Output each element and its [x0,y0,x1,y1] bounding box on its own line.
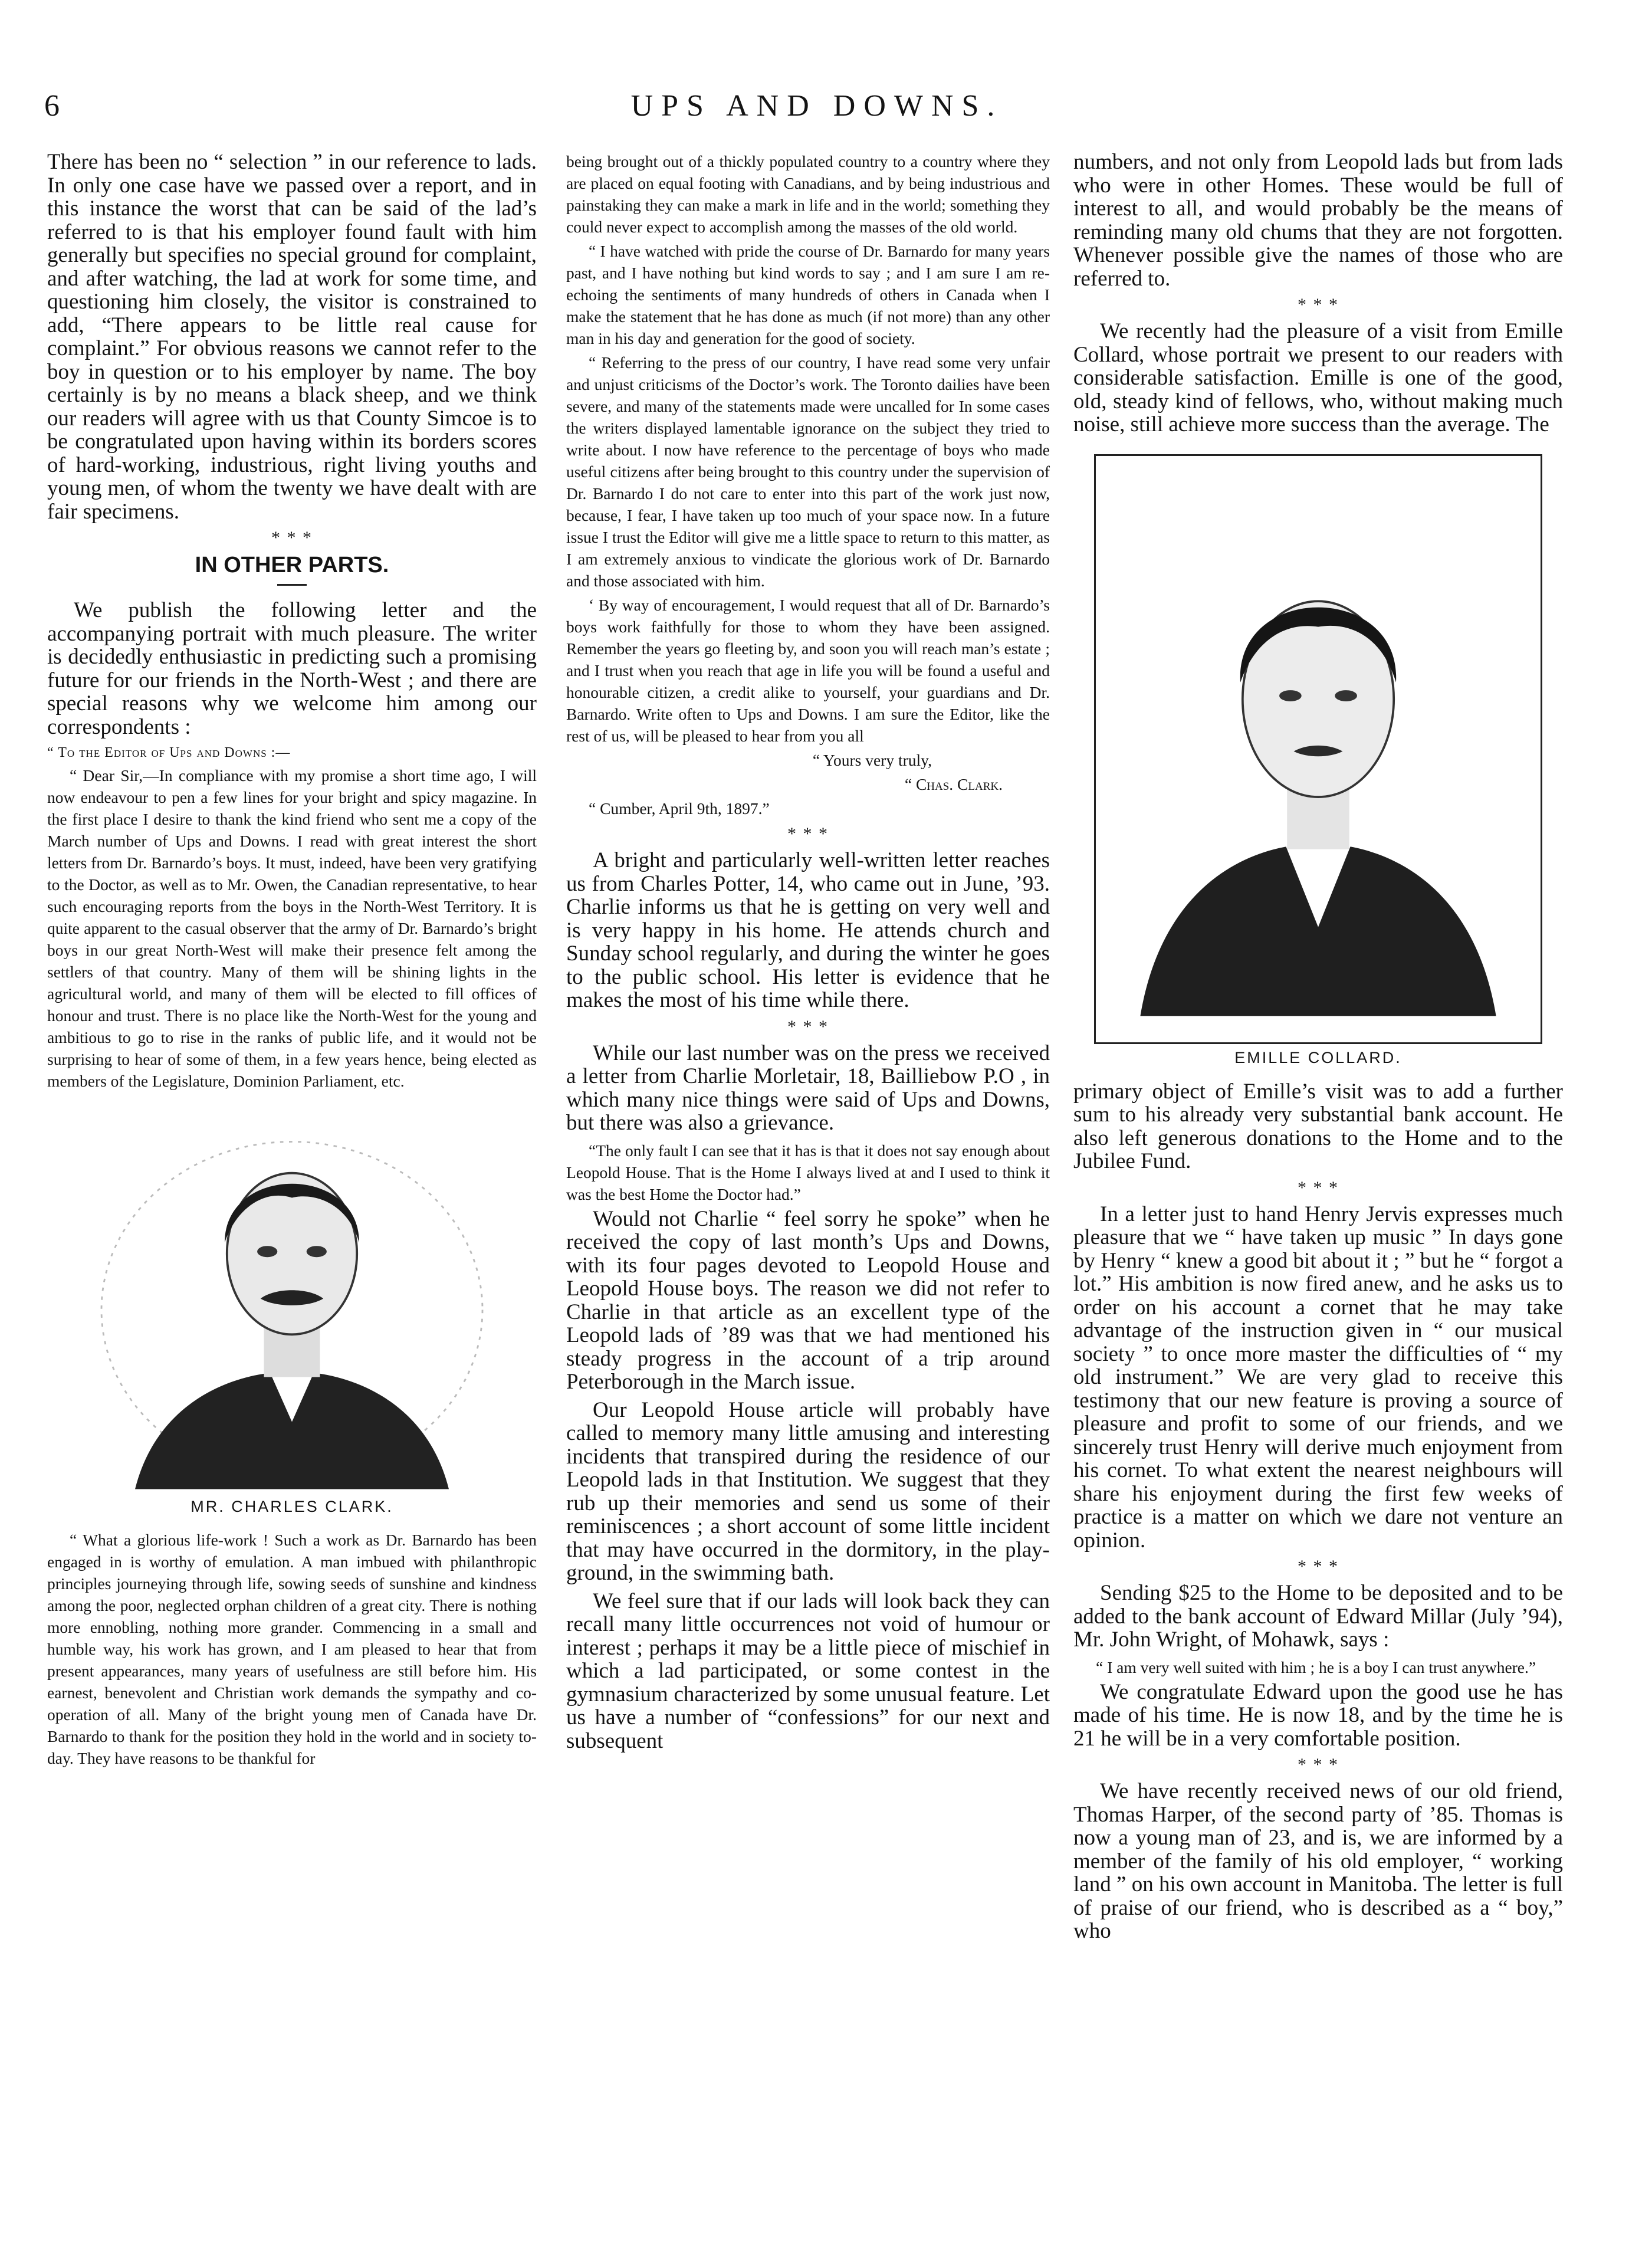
letter-paragraph: “ Dear Sir,—In compliance with my promise a short time ago, I will now endeavour to pen a few lines for your bright and spicy magazine. In the first place I desire to thank the kind friend who sent me a copy of the March number of Ups and Downs. I read with great interest the short letters from Dr. Barnardo’s boys. It must, indeed, have been very gratifying to the Doctor, as well as to Mr. Owen, the Canadian representative, to hear such encouraging reports from the boys in the North-West Territory. It is quite apparent to the casual observer that the army of Dr. Barnardo’s bright boys in our great North-West will make their presence felt among the settlers of that country. Many of them will be shining lights in the agricultural world, and many of them will be elected to fill offices of honour and trust. There is no place like the North-West for the young and ambitious to go to rise in the ranks of public life, and it would not be surprising to hear of some of them, in a few years hence, being elected as members of the Legislature, Dominion Parliament, etc. [47,766,537,1090]
article-paragraph: In a letter just to hand Henry Jervis expresses much pleasure that we “ have taken up music ” In days gone by Henry “ knew a good bit about it ; ” but he “ forgot a lot.” His ambition is now fired anew, and he asks us to order on his account a cornet that he may take advantage of the instruction given in “ our musical society ” to once more master the difficulties of “ my old instrument.” We are very glad to receive this testimony that our new feature is proving a source of pleasure and profit to some of our friends, and we sincerely trust Henry will derive much enjoyment from his cornet. To what extent the nearest neighbours will share his enjoyment during the first few weeks of practice is a matter on which we dare not venture an opinion. [1073,1202,1563,1553]
section-separator: * * * [271,528,313,547]
portrait-image [1096,456,1541,1042]
quoted-letter: “ I am very well suited with him ; he is a boy I can trust anywhere.” [1096,1658,1536,1676]
article-paragraph: There has been no “ selection ” in our reference to lads. In only one case have we passed over a report, and in this instance the worst that can be said of the lad’s referred to is that his employer found fault with him generally but specifies no special ground for complaint, and after watching, the lad at work for some time, and questioning him closely, the visitor is constrained to add, “There appears to be little real cause for complaint.” For obvious reasons we cannot refer to the boy in question or to his employer by name. The boy certainly is by no means a black sheep, and we think our readers will agree with us that County Simcoe is to be congratulated upon having within its borders scores of hard-working, industrious, right living youths and young men, of whom the twenty we have dealt with are fair specimens. [47,150,537,524]
letter-paragraph: “ Referring to the press of our country, I have read some very unfair and unjust criticisms of the Doctor’s work. The Toronto dailies have been severe, and many of the statements made were uncalled for In some cases the writers displayed lamentable ignorance on the subject they tried to write about. I now have reference to the percentage of boys who made useful citizens after being brought to this country under the supervision of Dr. Barnardo I do not care to enter into this part of the work just now, because, I fear, I have taken up too much of your space now. In a future issue I trust the Editor will give me a little space to return to this matter, as I am extremely anxious to vindicate the glorious work of Dr. Barnardo and those associated with him. [566,353,1050,590]
section-heading: IN OTHER PARTS. [195,553,389,577]
quoted-letter: “The only fault I can see that it has is that it does not say enough about Leopold House. That is the Home I always lived at and I used to think it was the best Home the Doctor had.” [566,1141,1050,1203]
letter-closing: “ Yours very truly, [812,751,932,769]
section-separator: * * * [787,1016,829,1036]
page-number: 6 [44,89,60,123]
article-paragraph: primary object of Emille’s visit was to add a further sum to his already very substantial bank account. He also left generous donations to the Home and to the Jubilee Fund. [1073,1079,1563,1173]
portrait-image [68,1115,516,1493]
article-paragraph: We recently had the pleasure of a visit from Emille Collard, whose portrait we present to our readers with considerable satisfaction. Emille is one of the good, old, steady kind of fellows, who, without making much noise, still achieve more success than the average. The [1073,319,1563,437]
article-paragraph: numbers, and not only from Leopold lads but from lads who were in other Homes. These would be full of interest to all, and would probably be the means of reminding many old chums that they are not forgotten. Whenever possible give the names of those who are referred to. [1073,150,1563,291]
charles-clark-portrait [68,1115,516,1493]
article-paragraph: Would not Charlie “ feel sorry he spoke” when he received the copy of last month’s Ups and Downs, with its four pages devoted to Leopold House and Leopold House boys. The reason we did not refer to Charlie in that article as an excellent type of the Leopold lads of ’89 was that we had mentioned his steady progress in the account of a trip around Peterborough in the March issue. [566,1206,1050,1394]
letter-paragraph: “ What a glorious life-work ! Such a work as Dr. Barnardo has been engaged in is worthy of emulation. A man imbued with philanthropic principles journeying through life, sowing seeds of sunshine and kindness among the poor, neglected orphan children of a great city. There is nothing more ennobling, nothing more grander. Commencing in a small and humble way, his work has grown, and I am pleased to hear that from present appearances, many years of usefulness are still before him. His earnest, benevolent and Christian work demands the sympathy and co-operation of all. Many of the bright young men of Canada have Dr. Barnardo to thank for the position they hold in the world and in society to-day. They have reasons to be thankful for [47,1531,537,1767]
journal-title: UPS AND DOWNS. [630,89,1003,123]
section-separator: * * * [1298,295,1339,314]
article-paragraph: Our Leopold House article will probably have called to memory many little amusing and interesting incidents that transpired during the residence of our Leopold lads in that Institution. We suggest that they rub up their memories and send us some of their reminiscences ; a short account of some little incident that may have occurred in the dormitory, in the play-ground, in the swimming bath. [566,1397,1050,1585]
letter-dateline: “ Cumber, April 9th, 1897.” [589,799,770,818]
section-separator: * * * [1298,1755,1339,1774]
article-paragraph: We publish the following letter and the accompanying portrait with much pleasure. The writer is decidedly enthusiastic in predicting such a promising future for our friends in the North-West ; and there are special reasons why we welcome him among our correspondents : [47,598,537,739]
heading-rule [277,584,307,586]
column-right [1073,150,1563,1948]
letter-paragraph: being brought out of a thickly populated country to a country where they are placed on equal footing with Canadians, and by being industrious and painstaking they can make a mark in life and in the world; something they could never expect to accomplish among the masses of the old world. [566,152,1050,236]
article-paragraph: We feel sure that if our lads will look back they can recall many little occurrences not void of humour or interest ; perhaps it may be a little piece of mischief in which a lad participated, or some contest in the gymnasium characterized by some unusual feature. Let us have a number of “confessions” for our next and subsequent [566,1589,1050,1753]
article-paragraph: A bright and particularly well-written letter reaches us from Charles Potter, 14, who came out in June, ’93. Charlie informs us that he is getting on very well and is very happy in his home. He attends church and Sunday school regularly, and during the winter he goes to the public school. His letter is evidence that he makes the most of his time while there. [566,848,1050,1012]
portrait-caption: MR. CHARLES CLARK. [191,1498,393,1515]
article-paragraph: We congratulate Edward upon the good use he has made of his time. He is now 18, and by the time he is 21 he will be in a very comfortable position. [1073,1679,1563,1751]
section-separator: * * * [787,824,829,844]
article-paragraph: While our last number was on the press we received a letter from Charlie Morletair, 18, Bailliebow P.O , in which many nice things were said of Ups and Downs, but there was also a grievance. [566,1041,1050,1135]
portrait-caption: EMILLE COLLARD. [1234,1048,1402,1066]
letter-paragraph: “ I have watched with pride the course of Dr. Barnardo for many years past, and I have nothing but kind words to say ; and I am sure I am re-echoing the sentiments of many hundreds of others in Canada when I make the statement that he has done as much (if not more) than any other man in his day and generation for the good of society. [566,242,1050,347]
section-separator: * * * [1298,1557,1339,1576]
article-paragraph: Sending $25 to the Home to be deposited and to be added to the bank account of Edward Millar (July ’94), Mr. John Wright, of Mohawk, says : [1073,1581,1563,1652]
page-header [44,88,1589,136]
section-separator: * * * [1298,1177,1339,1197]
column-left [47,150,537,1771]
article-paragraph: We have recently received news of our old friend, Thomas Harper, of the second party of ’85. Thomas is now a young man of 23, and is, we are informed by a member of the family of his old employer, “ working land ” on his own account in Manitoba. The letter is full of praise of our friend, who is described as a “ boy,” who [1073,1779,1563,1943]
letter-address: “ To the Editor of Ups and Downs :— [47,745,291,760]
letter-paragraph: ‘ By way of encouragement, I would request that all of Dr. Barnardo’s boys work faithfully for those to whom they have been assigned. Remember the years go fleeting by, and soon you will reach man’s estate ; and I trust when you reach that age in life you will be found a useful and honourable citizen, a credit alike to yourself, your guardians and Dr. Barnardo. Write often to Ups and Downs. I am sure the Editor, like the rest of us, will be pleased to hear from you all [566,596,1050,745]
letter-signature: “ Chas. Clark. [904,775,1003,793]
column-middle [566,150,1050,1757]
emille-collard-portrait [1094,454,1542,1044]
